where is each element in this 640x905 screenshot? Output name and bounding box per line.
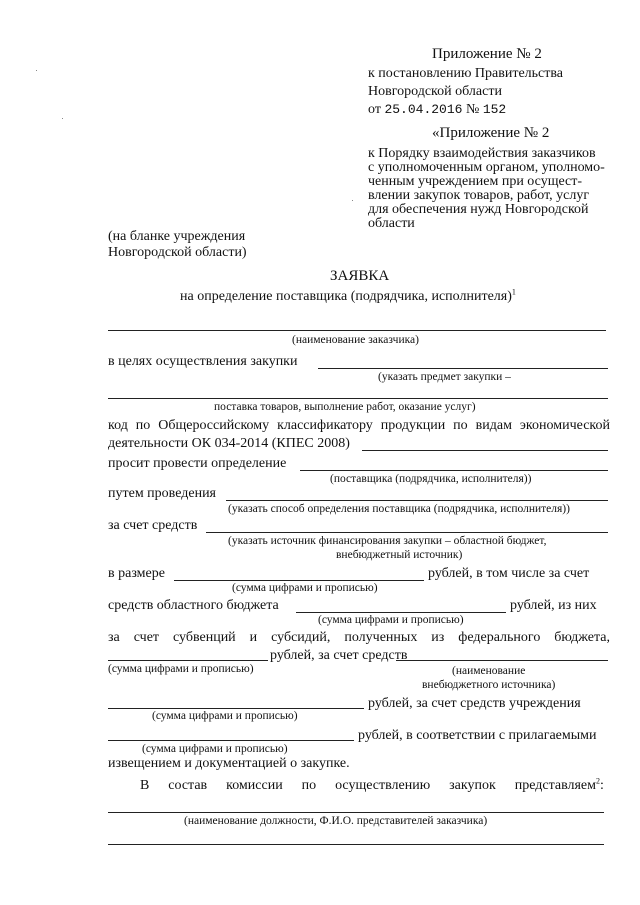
appendix2-title: «Приложение № 2	[432, 125, 550, 141]
appendix-title: Приложение № 2	[432, 46, 542, 62]
document-title: ЗАЯВКА	[330, 268, 390, 284]
amount-line	[174, 580, 424, 581]
commission-text: В состав комиссии по осуществлению закупок представляем	[140, 778, 596, 793]
amount-suffix: рублей, в том числе за счет	[428, 566, 590, 581]
classifier-code-line1: код по Общероссийскому классификатору продукции по видам экономической	[108, 418, 610, 433]
federal-sum-hint: (сумма цифрами и прописью)	[108, 663, 254, 675]
order-ref-line: к Порядку взаимодействия заказчиков	[368, 146, 596, 161]
classifier-code-line2: деятельности ОК 034-2014 (КПЕС 2008)	[108, 436, 350, 451]
decree-date: 25.04.2016	[384, 102, 463, 117]
institution-sum-hint: (сумма цифрами и прописью)	[152, 710, 298, 722]
blank-note-line2: Новгородской области)	[108, 245, 247, 260]
subject-hint: (указать предмет закупки –	[378, 371, 511, 383]
rubles-from-label: рублей, за счет средств	[270, 648, 408, 663]
method-line	[226, 500, 608, 501]
decree-number: 152	[482, 102, 507, 117]
request-label: просит провести определение	[108, 456, 287, 471]
order-ref-line: для обеспечения нужд Новгородской	[368, 202, 589, 217]
amount-sum-hint: (сумма цифрами и прописью)	[232, 582, 378, 594]
purchase-subject-line	[318, 368, 608, 369]
decree-ref-line1: к постановлению Правительства	[368, 66, 564, 81]
extra-source-hint1: (наименование	[452, 665, 526, 677]
attached-sum-line	[108, 740, 354, 741]
commission-line	[140, 778, 606, 794]
funds-hint2: внебюджетный источник)	[336, 549, 463, 561]
supplier-line	[300, 470, 608, 471]
subject-hint2: поставка товаров, выполнение работ, оказание услуг)	[214, 401, 476, 413]
funds-hint1: (указать источник финансирования закупки – областной бюджет,	[228, 535, 547, 547]
order-ref-line: ченным учреждением при осущест-	[368, 174, 583, 189]
institution-sum-line	[108, 708, 364, 709]
extra-source-hint2: внебюджетного источника)	[422, 679, 556, 691]
regional-sum-hint: (сумма цифрами и прописью)	[318, 614, 464, 626]
method-label: путем проведения	[108, 486, 216, 501]
purchase-label: в целях осуществления закупки	[108, 354, 298, 369]
institution-suffix: рублей, за счет средств учреждения	[368, 696, 581, 711]
subtitle-text: на определение поставщика (подрядчика, исполнителя)	[180, 289, 512, 304]
representatives-line2	[108, 844, 604, 845]
commission-colon: :	[600, 778, 604, 793]
regional-budget-label: средств областного бюджета	[108, 598, 279, 613]
footnote-mark: 1	[511, 287, 516, 297]
funds-label: за счет средств	[108, 518, 198, 533]
scan-speck	[352, 200, 353, 201]
attached-sum-hint: (сумма цифрами и прописью)	[142, 743, 288, 755]
order-ref-line: области	[368, 216, 415, 231]
scan-speck	[36, 70, 37, 71]
blank-note-line1: (на бланке учреждения	[108, 229, 246, 244]
representatives-hint: (наименование должности, Ф.И.О. представителей заказчика)	[184, 815, 488, 827]
regional-budget-suffix: рублей, из них	[510, 598, 597, 613]
attached-suffix: рублей, в соответствии с прилагаемыми	[358, 728, 597, 743]
regional-budget-line	[296, 612, 506, 613]
customer-name-line	[108, 330, 606, 331]
subventions-line: за счет субвенций и субсидий, полученных из федерального бюджета,	[108, 630, 610, 645]
document-subtitle	[180, 289, 516, 305]
footnote-mark: 2	[596, 776, 600, 786]
order-ref-line: влении закупок товаров, работ, услуг	[368, 188, 590, 203]
amount-label: в размере	[108, 566, 165, 581]
decree-ref-line2: Новгородской области	[368, 84, 502, 99]
scan-speck	[62, 118, 63, 119]
classifier-code-line	[362, 450, 608, 451]
extra-source-line	[396, 660, 608, 661]
federal-sum-line	[108, 660, 268, 661]
notice-line: извещением и документацией о закупке.	[108, 756, 350, 771]
method-hint: (указать способ определения поставщика (подрядчика, исполнителя))	[228, 503, 570, 515]
order-ref-line: с уполномоченным органом, уполномо-	[368, 160, 605, 175]
funds-line	[206, 532, 608, 533]
purchase-subject-line2	[108, 398, 608, 399]
decree-number-sign: №	[465, 102, 480, 117]
decree-ref-line3	[368, 102, 506, 118]
representatives-line	[108, 812, 604, 813]
customer-hint: (наименование заказчика)	[292, 334, 419, 346]
supplier-hint: (поставщика (подрядчика, исполнителя))	[330, 473, 532, 485]
decree-date-prefix: от	[368, 102, 381, 117]
